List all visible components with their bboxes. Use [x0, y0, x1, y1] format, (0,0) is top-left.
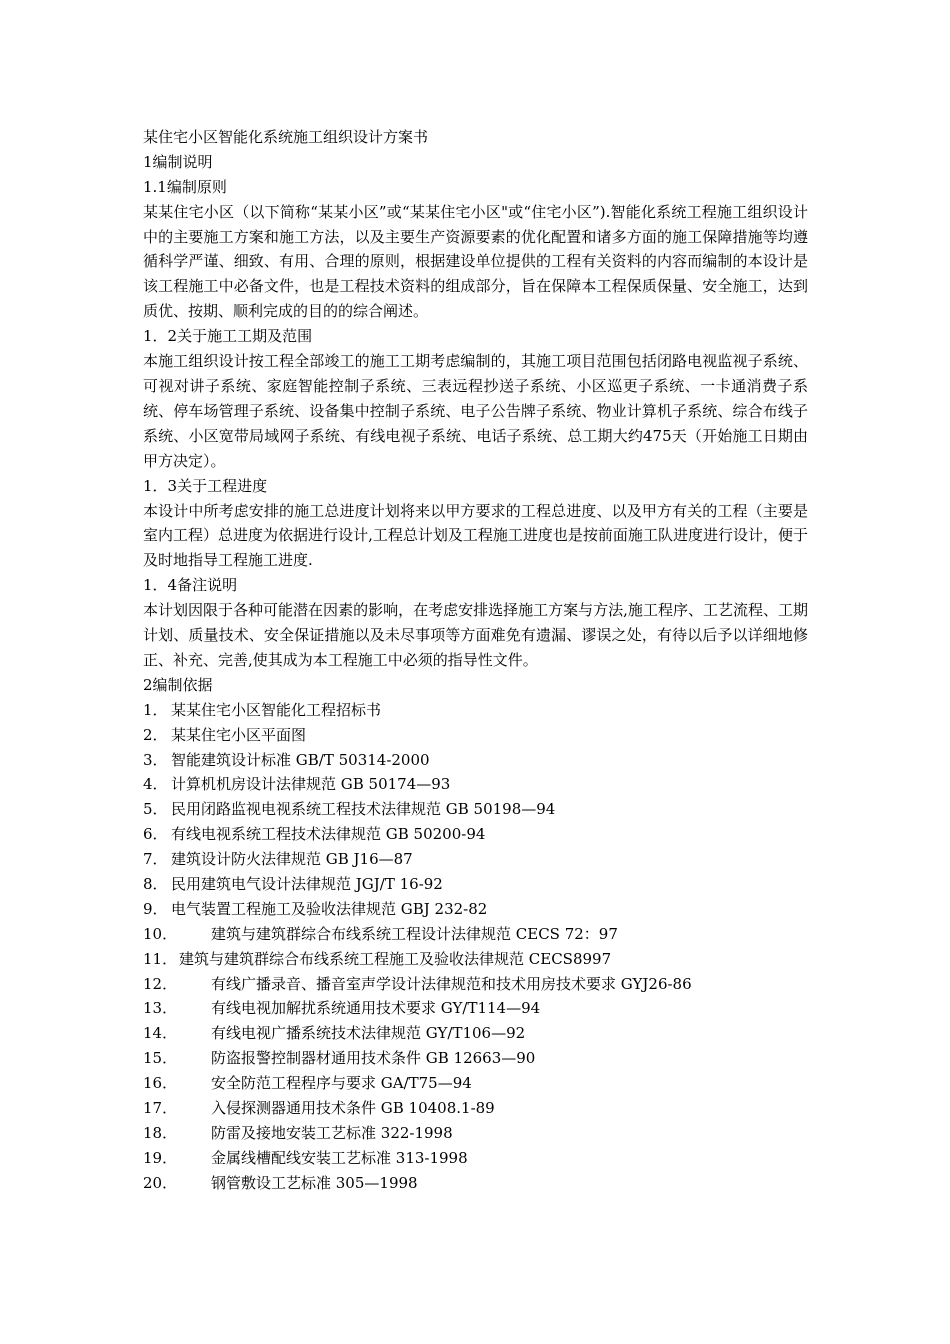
list-item-text: 防盗报警控制器材通用技术条件 GB 12663—90 [211, 1049, 536, 1068]
section-heading-1-2: 1．2关于施工工期及范围 [143, 327, 313, 346]
section-body-1-1: 某某住宅小区（以下简称“某某小区”或“某某住宅小区"或“住宅小区”).智能化系统工程施工组织设计中的主要施工方案和施工方法，以及主要生产资源要素的优化配置和诸多方面的施工保障措施等均遵循科学严谨、细致、有用、合理的原则，根据建设单位提供的工程有关资料的内容而编制的本设计是该工程施工中必备文件，也是工程技术资料的组成部分，旨在保障本工程保质保量、安全施工，达到质优、按期、顺利完成的目的的综合阐述。 [143, 202, 808, 321]
list-item-number: 13． [143, 999, 178, 1018]
list-item [143, 698, 808, 723]
list-item-number: 17． [143, 1098, 178, 1117]
list-item-number: 19． [143, 1148, 178, 1167]
document-title: 某住宅小区智能化系统施工组织设计方案书 [143, 128, 429, 146]
section-heading-1-3: 1．3关于工程进度 [143, 476, 268, 495]
list-item [143, 1171, 808, 1196]
section-heading-1-4: 1．4备注说明 [143, 576, 238, 595]
list-item [143, 1096, 808, 1121]
list-item [143, 1071, 808, 1096]
section-body-1-4: 本计划因限于各种可能潜在因素的影响，在考虑安排选择施工方案与方法,施工程序、工艺流程、工期计划、质量技术、安全保证措施以及未尽事项等方面难免有遗漏、谬误之处，有待以后予以详细地修正、补充、完善,使其成为本工程施工中必须的指导性文件。 [143, 601, 808, 669]
list-item-number: 16． [143, 1074, 178, 1093]
section-heading-1-1: 1.1编制原则 [143, 177, 227, 196]
list-item-text: 金属线槽配线安装工艺标准 313-1998 [211, 1148, 468, 1167]
section-heading-2: 2编制依据 [143, 675, 213, 694]
basis-list [143, 698, 808, 1196]
list-item-text: 某某住宅小区平面图 [171, 725, 307, 744]
list-item-number: 12． [143, 974, 178, 993]
list-item-number: 6． [143, 825, 168, 844]
list-item-number: 10． [143, 924, 178, 943]
document-page [143, 125, 808, 1196]
list-item-text: 智能建筑设计标准 GB/T 50314-2000 [171, 750, 430, 769]
list-item-number: 11． [143, 949, 178, 968]
list-item-number: 4． [143, 775, 168, 794]
list-item-text: 某某住宅小区智能化工程招标书 [171, 700, 382, 719]
list-item-number: 2． [143, 725, 168, 744]
list-item [143, 922, 808, 947]
list-item-text: 钢管敷设工艺标准 305—1998 [211, 1173, 418, 1192]
list-item-number: 20． [143, 1173, 178, 1192]
list-item [143, 1146, 808, 1171]
list-item-text: 建筑与建筑群综合布线系统工程施工及验收法律规范 CECS8997 [179, 949, 612, 968]
list-item-number: 14． [143, 1024, 178, 1043]
list-item-text: 有线电视广播系统技术法律规范 GY/T106—92 [211, 1024, 526, 1043]
list-item-number: 9． [143, 899, 168, 918]
list-item-text: 入侵探测器通用技术条件 GB 10408.1-89 [211, 1098, 495, 1117]
list-item-number: 18． [143, 1123, 178, 1142]
list-item [143, 1021, 808, 1046]
section-body-1-2: 本施工组织设计按工程全部竣工的施工工期考虑编制的，其施工项目范围包括闭路电视监视子系统、可视对讲子系统、家庭智能控制子系统、三表远程抄送子系统、小区巡更子系统、一卡通消费子系统、停车场管理子系统、设备集中控制子系统、电子公告牌子系统、物业计算机子系统、综合布线子系统、小区宽带局域网子系统、有线电视子系统、电话子系统、总工期大约475天（开始施工日期由甲方决定）。 [143, 352, 808, 470]
list-item-number: 1． [143, 700, 168, 719]
list-item-text: 计算机机房设计法律规范 GB 50174—93 [171, 775, 451, 794]
list-item-text: 有线电视系统工程技术法律规范 GB 50200-94 [171, 825, 486, 844]
list-item-text: 有线广播录音、播音室声学设计法律规范和技术用房技术要求 GYJ26-86 [211, 974, 692, 993]
list-item [143, 1121, 808, 1146]
list-item [143, 723, 808, 748]
list-item-text: 建筑与建筑群综合布线系统工程设计法律规范 CECS 72：97 [211, 924, 618, 943]
list-item-number: 8． [143, 874, 168, 893]
list-item-number: 7． [143, 850, 168, 869]
list-item-text: 防雷及接地安装工艺标准 322-1998 [211, 1123, 453, 1142]
section-body-1-3: 本设计中所考虑安排的施工总进度计划将来以甲方要求的工程总进度、以及甲方有关的工程（主要是室内工程）总进度为依据进行设计,工程总计划及工程施工进度也是按前面施工队进度进行设计，便于及时地指导工程施工进度. [143, 501, 808, 570]
list-item [143, 822, 808, 847]
list-item [143, 1046, 808, 1071]
list-item [143, 897, 808, 922]
list-item-number: 5． [143, 800, 168, 819]
list-item [143, 972, 808, 997]
section-heading-1: 1编制说明 [143, 152, 213, 171]
list-item-text: 建筑设计防火法律规范 GB J16—87 [171, 850, 413, 869]
list-item [143, 847, 808, 872]
list-item [143, 748, 808, 773]
list-item-number: 3． [143, 750, 168, 769]
list-item-text: 安全防范工程程序与要求 GA/T75—94 [211, 1074, 472, 1093]
list-item [143, 772, 808, 797]
list-item-text: 电气装置工程施工及验收法律规范 GBJ 232-82 [171, 899, 488, 918]
list-item-number: 15． [143, 1049, 178, 1068]
list-item-text: 民用闭路监视电视系统工程技术法律规范 GB 50198—94 [171, 800, 556, 819]
list-item [143, 872, 808, 897]
list-item-text: 民用建筑电气设计法律规范 JGJ/T 16-92 [171, 874, 443, 893]
list-item [143, 797, 808, 822]
list-item-text: 有线电视加解扰系统通用技术要求 GY/T114—94 [211, 999, 541, 1018]
list-item [143, 947, 808, 972]
list-item [143, 996, 808, 1021]
